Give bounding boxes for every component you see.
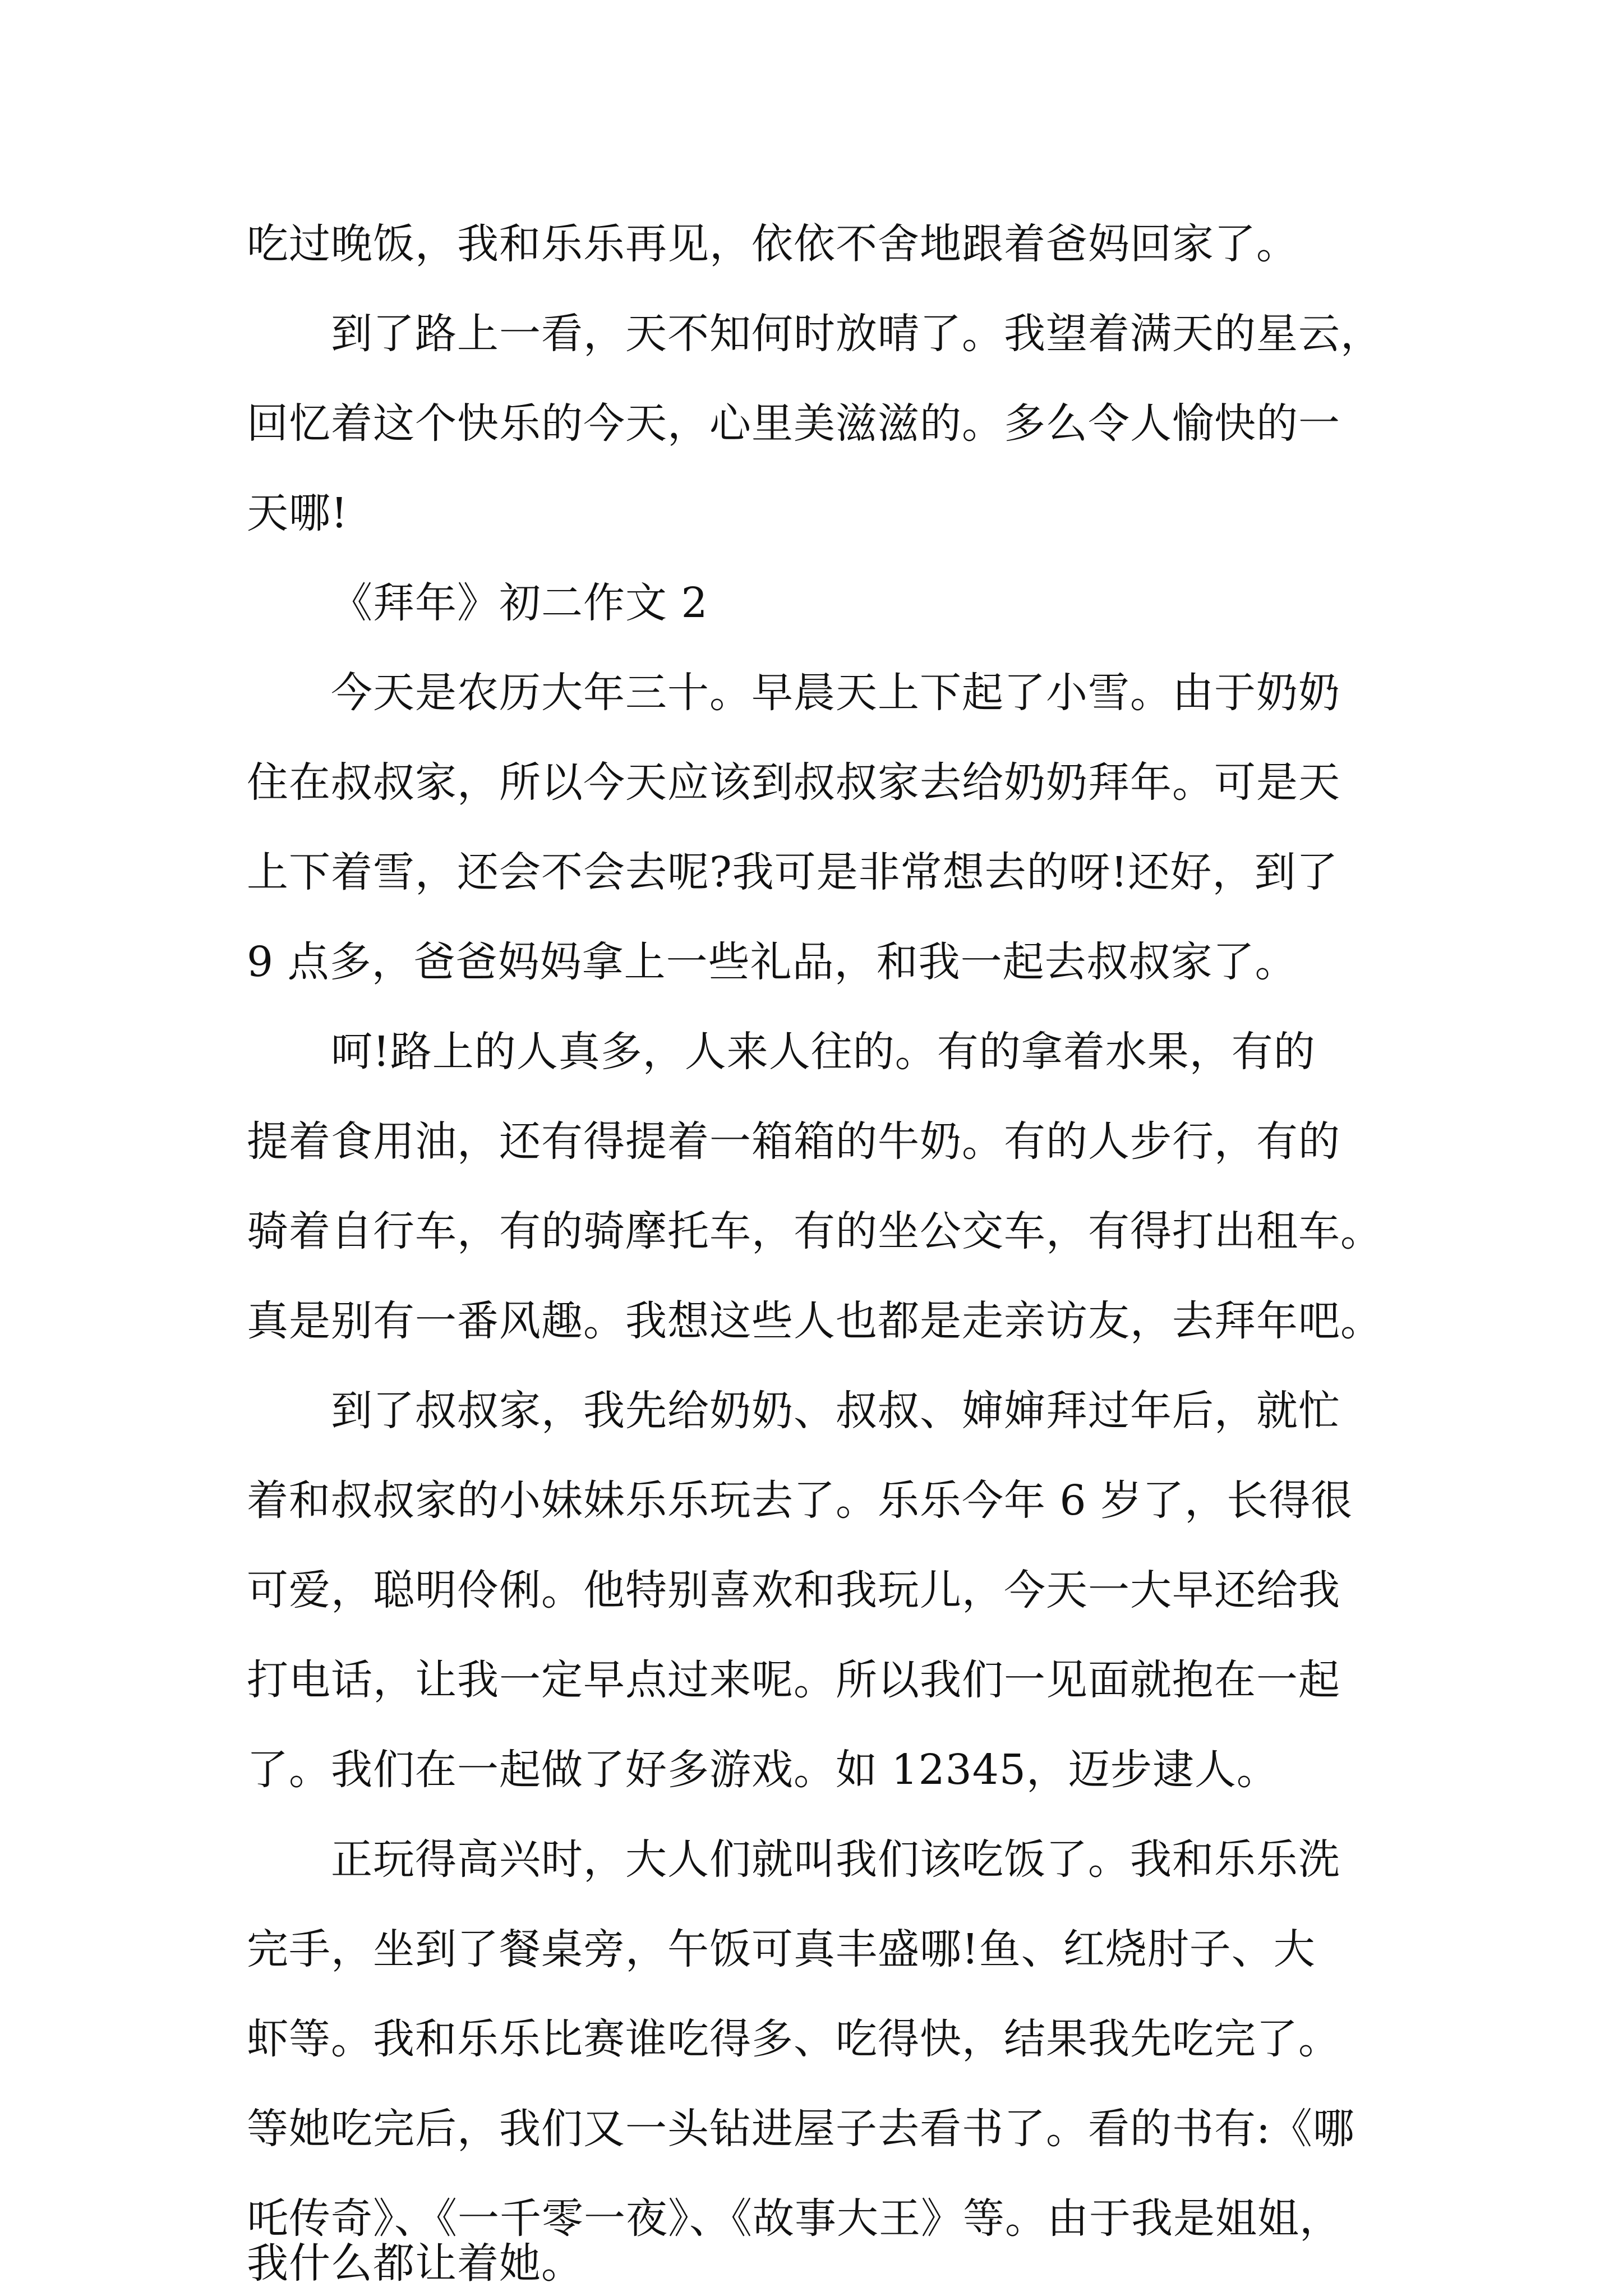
section-heading: 《拜年》初二作文 2	[331, 579, 708, 627]
text-line: 可爱，聪明伶俐。他特别喜欢和我玩儿，今天一大早还给我	[247, 1566, 1340, 1614]
text-line: 完手，坐到了餐桌旁，午饭可真丰盛哪!鱼、红烧肘子、大	[247, 1925, 1316, 1973]
text-line: 正玩得高兴时，大人们就叫我们该吃饭了。我和乐乐洗	[331, 1835, 1340, 1884]
text-line: 吃过晚饭，我和乐乐再见，依依不舍地跟着爸妈回家了。	[247, 220, 1298, 268]
text-line: 呵!路上的人真多，人来人往的。有的拿着水果，有的	[331, 1028, 1316, 1076]
text-line: 住在叔叔家，所以今天应该到叔叔家去给奶奶拜年。可是天	[247, 758, 1340, 807]
text-line: 打电话，让我一定早点过来呢。所以我们一见面就抱在一起	[247, 1656, 1340, 1704]
text-line: 吒传奇》、《一千零一夜》、《故事大王》等。由于我是姐姐，	[247, 2194, 1341, 2243]
text-line: 虾等。我和乐乐比赛谁吃得多、吃得快，结果我先吃完了。	[247, 2015, 1340, 2063]
text-line: 到了路上一看，天不知何时放晴了。我望着满天的星云，	[331, 310, 1382, 358]
text-line: 真是别有一番风趣。我想这些人也都是走亲访友，去拜年吧。	[247, 1297, 1382, 1345]
text-line: 到了叔叔家，我先给奶奶、叔叔、婶婶拜过年后，就忙	[331, 1387, 1340, 1435]
text-line: 了。我们在一起做了好多游戏。如 12345，迈步逮人。	[247, 1746, 1279, 1794]
text-line: 今天是农历大年三十。早晨天上下起了小雪。由于奶奶	[331, 669, 1340, 717]
text-line: 骑着自行车，有的骑摩托车，有的坐公交车，有得打出租车。	[247, 1207, 1382, 1255]
text-line: 提着食用油，还有得提着一箱箱的牛奶。有的人步行，有的	[247, 1117, 1340, 1166]
text-line: 天哪!	[247, 489, 348, 537]
text-line: 着和叔叔家的小妹妹乐乐玩去了。乐乐今年 6 岁了，长得很	[247, 1476, 1353, 1525]
text-line: 等她吃完后，我们又一头钻进屋子去看书了。看的书有:《哪	[247, 2105, 1355, 2153]
text-line: 我什么都让着她。	[247, 2239, 583, 2288]
text-line: 回忆着这个快乐的今天，心里美滋滋的。多么令人愉快的一	[247, 399, 1340, 448]
text-line: 上下着雪，还会不会去呢?我可是非常想去的呀!还好，到了	[247, 848, 1339, 896]
text-line: 9 点多，爸爸妈妈拿上一些礼品，和我一起去叔叔家了。	[247, 938, 1297, 986]
